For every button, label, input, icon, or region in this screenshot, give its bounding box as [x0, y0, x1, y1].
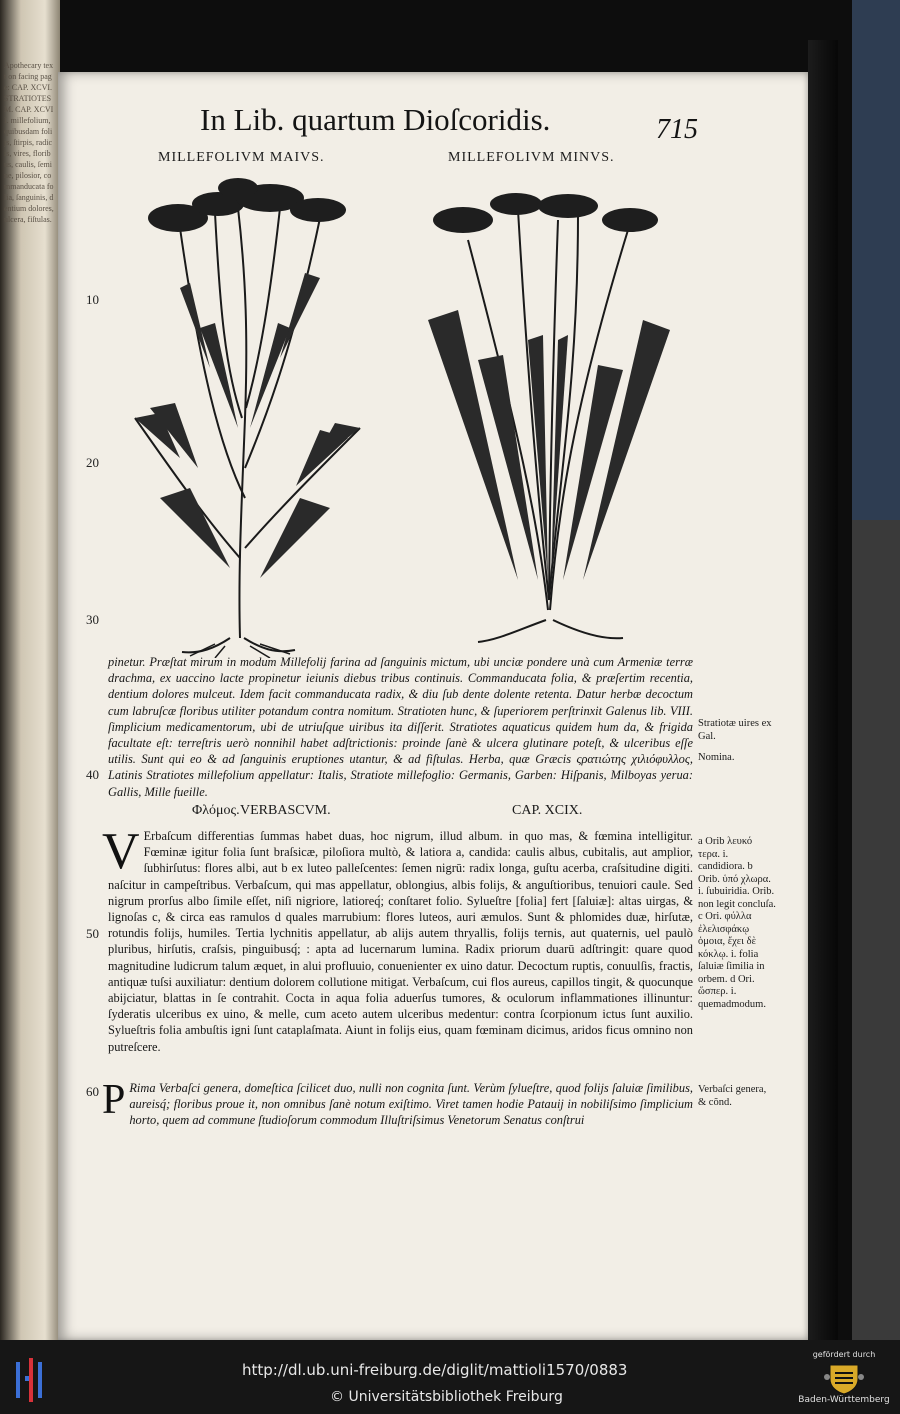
caption-millefolium-minus: MILLEFOLIVM MINVS.	[448, 150, 615, 165]
line-number-50: 50	[86, 926, 99, 941]
line-number-40: 40	[86, 767, 99, 782]
line-number-60: 60	[86, 1084, 99, 1099]
dropcap-p: P	[102, 1077, 126, 1123]
sponsor-label: gefördert durch	[812, 1350, 876, 1359]
section-title-greek: Φλόμος.	[192, 803, 240, 818]
ub-freiburg-logo-icon[interactable]	[14, 1358, 48, 1402]
side-note-verbasci-genera: Verbaſci genera, & cõnd.	[698, 1084, 767, 1108]
side-note-orib: a Orib λευκό τερα. i. candidiora. b Orib. ὑπό χλωρα. i. ſubuiridia. Orib. non legit concluſa. c Ori. φύλλα ἐλελισφάκῳ ὁμοια, ἔχει δὲ κόκλῳ. i. folia ſaluiæ ſimilia in orbem. d Ori. ὥσπερ. i. quemadmodum.	[698, 836, 776, 1010]
paragraph-commentary-text: Rima Verbaſci genera, domeſtica ſcilicet duo, nulli non cognita ſunt. Verùm ſylueſtre, quod folijs ſaluiæ ſimilibus, aureisq́; floribus proue it, non omnibus ſanè notum exiſtimo. Viret tamen hodie Patauij in nobiliſsimo ſimplicium horto, quem ad commune ſtudioſorum commodum Illuſtriſsimus Venetorum Senatus conſtrui	[129, 1081, 693, 1128]
page-header: In Lib. quartum Dioſcoridis.	[200, 102, 551, 137]
caption-millefolium-maius: MILLEFOLIVM MAIVS.	[158, 150, 325, 165]
section-title-verbascum: VERBASCVM.	[240, 803, 331, 818]
millefolium-maius-woodcut	[120, 168, 390, 658]
grey-backdrop	[852, 520, 900, 1340]
dropcap-v: V	[102, 823, 140, 880]
paragraph-verbascum	[102, 823, 693, 1055]
side-note-stratiotae: Stratiotæ uires ex Gal.	[698, 718, 772, 742]
line-number-30: 30	[86, 612, 99, 627]
sponsor-block	[794, 1350, 894, 1405]
line-number-10: 10	[86, 292, 99, 307]
source-url-link[interactable]: http://dl.ub.uni-freiburg.de/diglit/mattioli1570/0883	[242, 1361, 628, 1379]
paragraph-stratiotes	[108, 654, 693, 800]
paragraph-verbascum-text: Erbaſcum differentias ſummas habet duas, hoc nigrum, illud album. in quo mas, & fœmina intelligitur. Fœminæ igitur folia ſunt braſsicæ, piloſiora multò, & latiora a, candida: caulis albus, cubitalis, aut amplior, ſubhirſutus: flores albi, aut b ex luteo palleſcentes: ſemen nigrū: radix longa, guſtu acerba, craſsitudine digiti. naſcitur in campeſtribus. Verbaſcum, qui mas appellatur, oblongius, albis folijs, & anguſtioribus, tenuiori caule. Sed nigrum prorſus albo ſimile eſſet, niſi nigriore, latioreq́; conſtaret folio. Sylueſtre [folia] fert [ſaluiæ]: altas uirgas, & lignoſas c, & circa eas ramulos d quales marrubium: flores luteos, auri æmulos. Sunt & phlomides duæ, hirſutæ, rotundis folijs, humiles. Tertia lychnitis appellatur, ab alijs autem thryallis, folijs ternis, aut quaternis, uel paulò pluribus, hirſutis, craſsis, pinguibusq́; : apta ad lucernarum lumina. Radix priorum duarū adſtringit: quare quod magnitudine ludicrum talum æquet, in alui profluuio, conuenienter ex uino datur. Decoctum ruptis, conuulſis, fractis, antiquæ tuſsi auxiliatur: dentium dolorem collutione mitigat. Verbaſcum, cui flos aureus, capillos tingit, & quocunque abijciatur, blattas in ſe contrahit. Cocta in aqua folia aduerſus tumores, & oculorum inflammationes illinuntur: ſyderatis ulceribus ex uino, & melle, cum aceto autem ulceribus medentur: contra ſcorpionum ictus ſunt auxilio. Sylueſtris folia ambuſtis igni ſunt cataplaſmata. Aiunt in folijs eius, quam fœminam dicimus, aridos ficus omnino non putreſcere.	[108, 829, 693, 1054]
sponsor-name: Baden-Württemberg	[798, 1395, 890, 1405]
facing-page	[0, 0, 60, 1340]
side-note-nomina: Nomina.	[698, 752, 735, 763]
copyright-notice: © Universitätsbibliothek Freiburg	[330, 1389, 563, 1405]
line-number-20: 20	[86, 455, 99, 470]
folio-number: 715	[656, 114, 698, 145]
facing-page-text: Apothecary text on facing page: CAP. XCVI. STRATIOTES M. CAP. XCVII. millefolium, quibusdam folijs, ſtirpis, radicis, vires, floribus, caulis, ſemine, pilosior, commanducata folia, ſanguinis, dentium dolores, ulcera, fiſtulas.	[4, 61, 54, 224]
book-edge	[808, 40, 838, 1340]
baden-wuerttemberg-shield-icon	[824, 1363, 864, 1395]
paragraph-stratiotes-text: pinetur. Præſtat mirum in modum Millefolij farina ad ſanguinis mictum, ubi unciæ pondere unà cum Armeniæ terræ drachma, ex uaccino lacte propinetur ieiunis diebus tribus continuis. Commanducata folia, & præſertim recentia, dentium dolores mulceut. Idem facit commanducata radix, & diu ſub dente dolente retenta. Datur herbæ decoctum cum labruſcæ floribus utiliter potandum contra nomitum. Stratioten hunc, & ſuperiorem perſtrinxit Galenus lib. VIII. ſimplicium medicamentorum, ubi de utriuſque uiribus ita diſſerit. Stratiotes aquaticus quidem hum da, & frigida facultate eſt: terreſtris uerò nonnihil habet adſtrictionis: proinde ſanè & ulcera glutinare poteſt, & ulceribus eſſe utilis. Sunt qui eo & ad ſanguinis eruptiones utantur, & ad fiſtulas. Herba, quæ Græcis ςρατιώτης χιλιόφυλλος, Latinis Stratiotes millefolium appellatur: Italis, Stratiote millefoglio: Germanis, Garben: Hiſpanis, Milboyas yerua: Gallis, Mille fueille.	[108, 655, 693, 799]
paragraph-commentary	[102, 1077, 693, 1129]
chapter-number: CAP. XCIX.	[512, 803, 583, 818]
blue-backdrop	[852, 0, 900, 520]
millefolium-minus-woodcut	[408, 180, 678, 650]
